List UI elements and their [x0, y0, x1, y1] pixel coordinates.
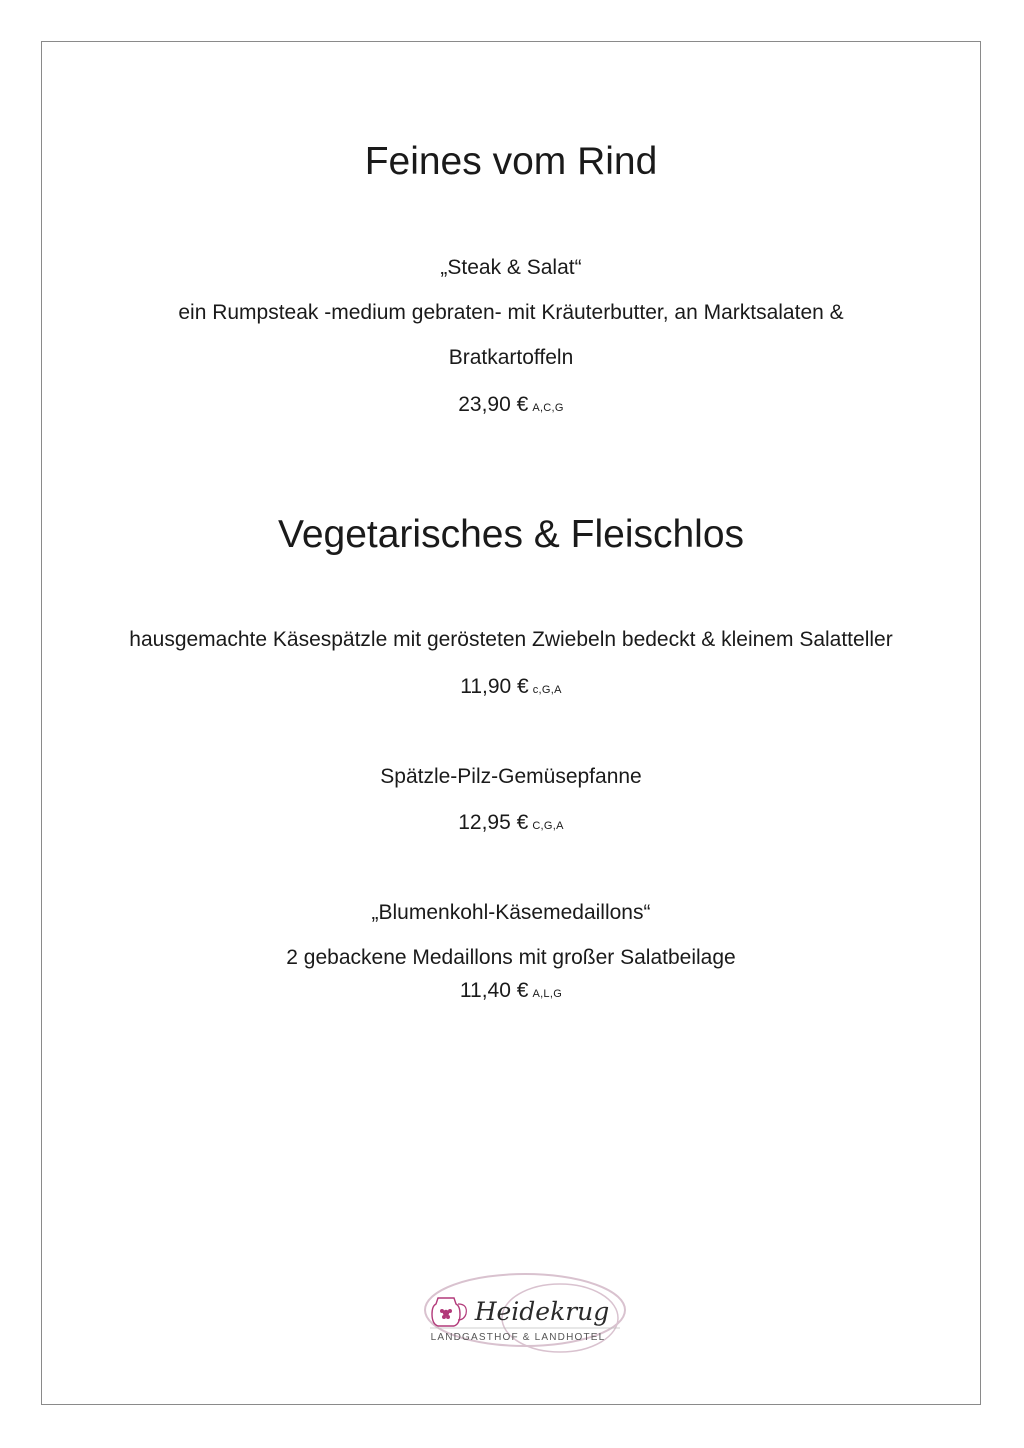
menu-item-name: hausgemachte Käsespätzle mit gerösteten Zwiebeln bedeckt & kleinem Salatteller — [129, 628, 893, 651]
menu-item-price: 23,90 € — [458, 393, 529, 416]
allergen-codes: c,G,A — [532, 684, 562, 696]
jug-icon — [432, 1298, 466, 1326]
section-title-beef: Feines vom Rind — [364, 140, 658, 183]
logo-subtitle: LANDGASTHOF & LANDHOTEL — [430, 1332, 606, 1343]
menu-item-price-row — [41, 675, 981, 699]
allergen-codes: C,G,A — [532, 820, 564, 832]
menu-item-price-row — [41, 811, 981, 835]
menu-item-description: ein Rumpsteak -medium gebraten- mit Kräuterbutter, an Marktsalaten & — [178, 301, 844, 324]
logo-name: Heidekrug — [474, 1297, 610, 1326]
menu-item-name: Spätzle-Pilz-Gemüsepfanne — [380, 765, 642, 788]
menu-item-name: „Steak & Salat“ — [440, 256, 582, 279]
menu-item-price: 11,90 € — [460, 675, 529, 698]
heidekrug-logo — [410, 1266, 630, 1358]
menu-item-price: 12,95 € — [458, 811, 529, 834]
allergen-codes: A,C,G — [532, 402, 564, 414]
menu-item-price-row — [41, 393, 981, 417]
section-title-vegetarian: Vegetarisches & Fleischlos — [277, 513, 745, 556]
menu-item-description: 2 gebackene Medaillons mit großer Salatbeilage — [286, 946, 736, 969]
page-border — [41, 41, 981, 1405]
menu-item-price-row — [41, 979, 981, 1003]
menu-item-description-cont: Bratkartoffeln — [448, 346, 574, 369]
allergen-codes: A,L,G — [532, 988, 563, 1000]
menu-item-name: „Blumenkohl-Käsemedaillons“ — [371, 901, 651, 924]
menu-item-price: 11,40 € — [459, 979, 529, 1002]
